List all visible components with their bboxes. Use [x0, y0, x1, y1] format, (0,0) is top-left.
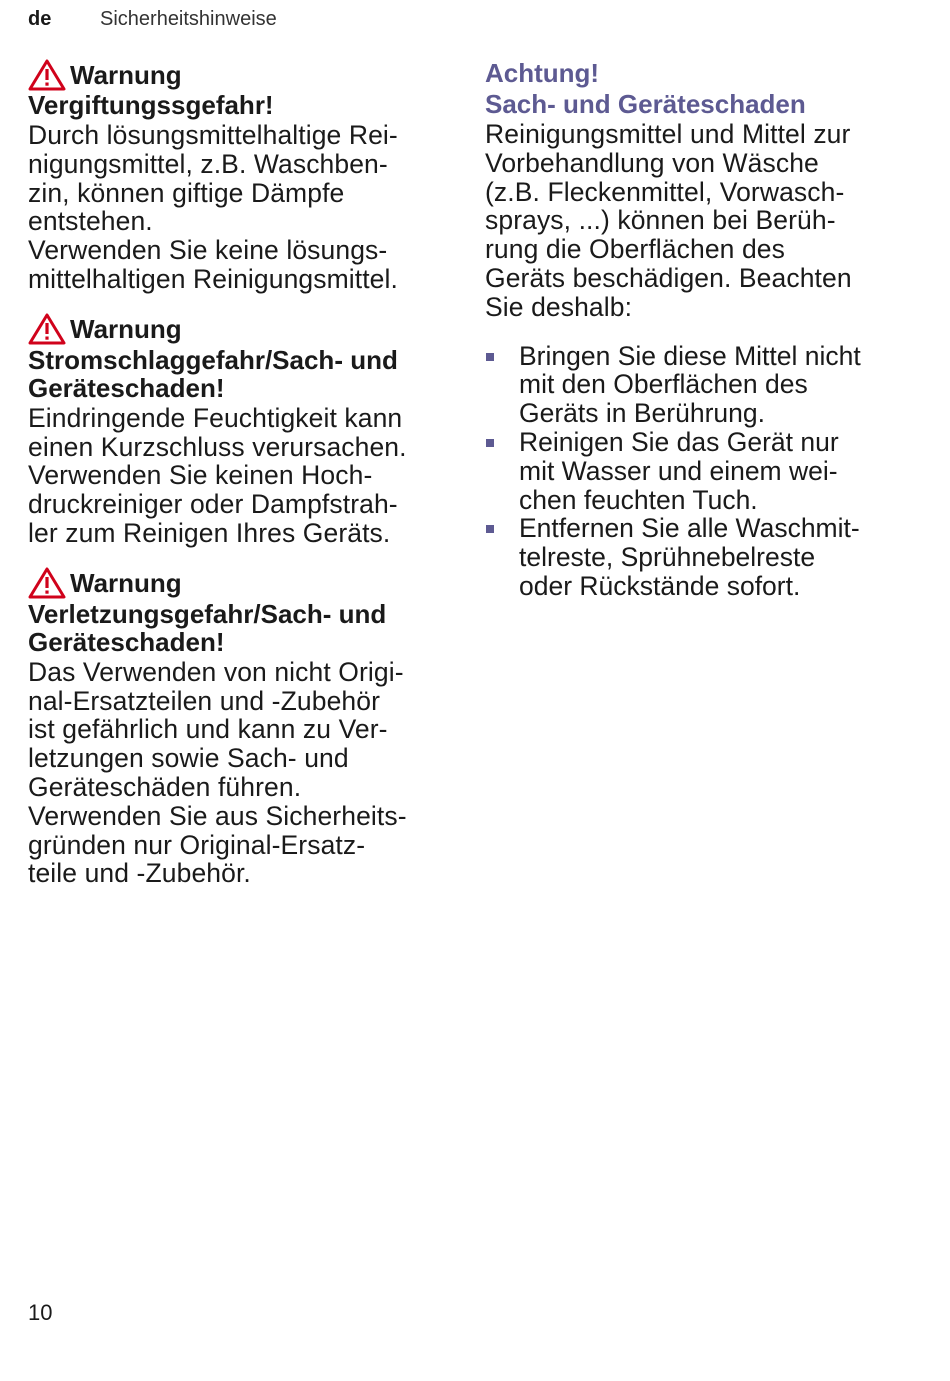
caution-subtitle: Sach- und Geräteschaden: [485, 89, 806, 119]
warning-subtitle: Verletzungsgefahr/Sach- und Geräteschaden!: [28, 598, 387, 657]
caution-bullet-list: [485, 342, 925, 601]
square-bullet-icon: [485, 342, 519, 428]
warning-heading: [28, 313, 448, 346]
warning-triangle-icon: [28, 59, 66, 91]
page-number: 10: [28, 1300, 53, 1325]
list-item-text: Reinigen Sie das Gerät nur mit Wasser und einem wei- chen feuchten Tuch.: [519, 426, 839, 515]
caution-label: Achtung!: [485, 58, 600, 88]
warning-subtitle: Vergiftungssgefahr!: [28, 90, 274, 120]
square-bullet-icon: [485, 428, 519, 514]
list-item-text: Entfernen Sie alle Waschmit- telreste, Sprühnebelreste oder Rückstände sofort.: [519, 513, 860, 601]
warning-label: Warnung: [70, 568, 182, 599]
warning-text: Eindringende Feuchtigkeit kann einen Kurzschluss verursachen. Verwenden Sie keinen Hoch- druckreiniger oder Dampfstrah- ler zum Reinigen Ihres Geräts.: [28, 402, 407, 548]
warning-subtitle: Stromschlaggefahr/Sach- und Geräteschaden!: [28, 344, 398, 403]
list-item: [485, 342, 925, 428]
warning-heading: [28, 58, 448, 91]
right-column: [485, 58, 925, 601]
language-code: de: [28, 8, 52, 30]
warning-triangle-icon: [28, 313, 66, 345]
warning-poisoning: [28, 58, 448, 294]
warning-label: Warnung: [70, 314, 182, 345]
square-bullet-icon: [485, 514, 519, 600]
list-item-text: Bringen Sie diese Mittel nicht mit den Oberflächen des Geräts in Berührung.: [519, 340, 861, 429]
warning-text: Das Verwenden von nicht Origi- nal-Ersatzteilen und -Zubehör ist gefährlich und kann zu Ver- letzungen sowie Sach- und Geräteschäden führen. Verwenden Sie aus Sicherheits- gründen nur Original-Ersatz- teile und -Zubehör.: [28, 656, 407, 889]
section-title: Sicherheitshinweise: [100, 8, 277, 30]
warning-heading: [28, 567, 448, 600]
warning-electric-shock: [28, 313, 448, 548]
caution-text: Reinigungsmittel und Mittel zur Vorbehandlung von Wäsche (z.B. Fleckenmittel, Vorwasch- sprays, ...) können bei Berüh- rung die Oberflächen des Geräts beschädigen. Beachten Sie deshalb:: [485, 119, 852, 322]
page-header: [28, 8, 277, 34]
warning-triangle-icon: [28, 567, 66, 599]
warning-label: Warnung: [70, 59, 182, 90]
list-item: [485, 428, 925, 514]
left-column: [28, 58, 448, 907]
list-item: [485, 514, 925, 600]
warning-text: Durch lösungsmittelhaltige Rei- nigungsmittel, z.B. Waschben- zin, können giftige Dämpfe entstehen. Verwenden Sie keine lösungs- mittelhaltigen Reinigungsmittel.: [28, 120, 398, 294]
warning-injury: [28, 567, 448, 888]
